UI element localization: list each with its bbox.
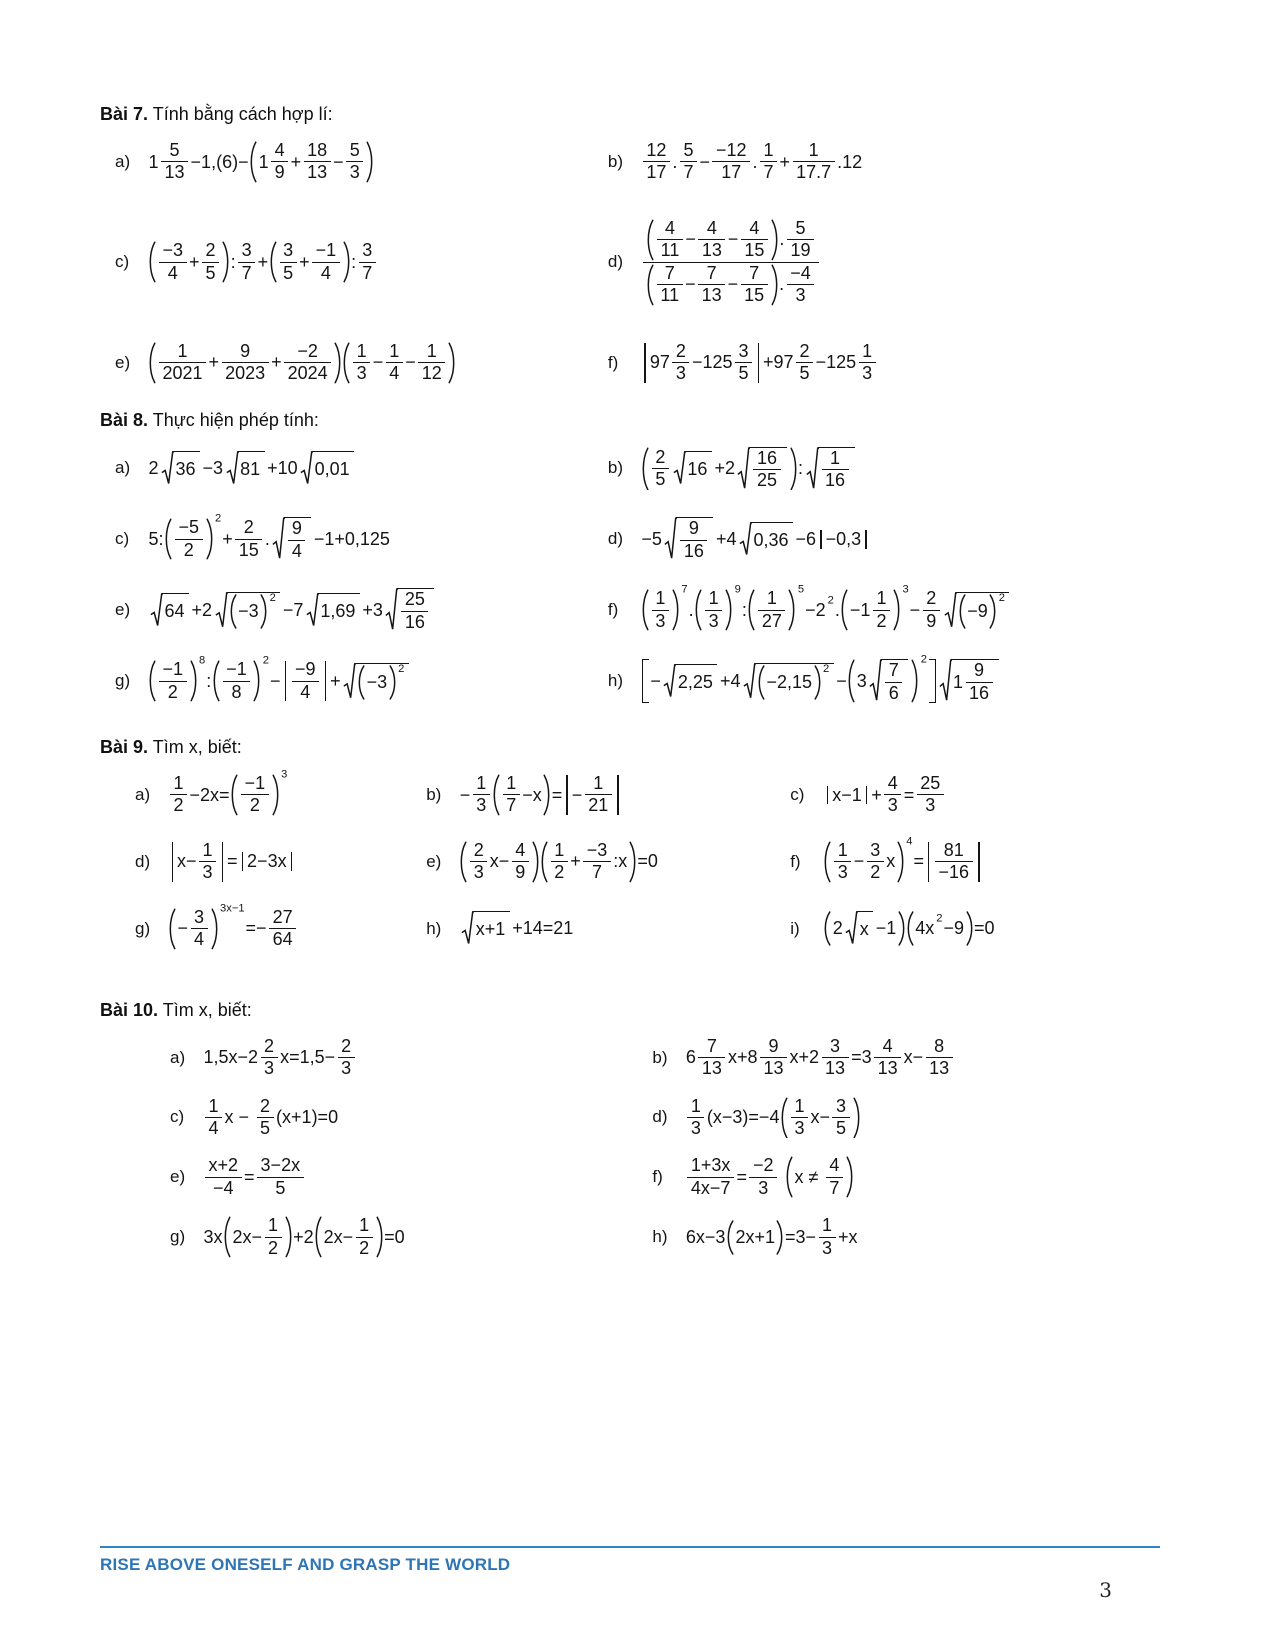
problem-section: [100, 737, 1175, 950]
item-label: a): [135, 784, 151, 804]
exercise-item: [135, 768, 426, 816]
item-label: a): [170, 1047, 186, 1067]
item-label: d): [607, 252, 624, 272]
problem-prompt: Tìm x, biết:: [158, 999, 252, 1020]
item-label: i): [790, 918, 800, 938]
exercise-item: [607, 653, 1175, 703]
item-label: a): [115, 151, 131, 171]
exercise-item: [608, 141, 1175, 183]
exercise-item: [115, 512, 608, 561]
problem-prompt: Tính bằng cách hợp lí:: [148, 104, 333, 124]
item-label: e): [115, 352, 131, 372]
item-label: c): [790, 784, 805, 804]
math-expression: 1 5 13 −1,(6)− 1 4 9 + 18 13 − 5 3: [148, 141, 374, 183]
page-number: 3: [1099, 1578, 1112, 1602]
problem-grid: [135, 768, 1175, 950]
exercise-item: [652, 1216, 1175, 1258]
problem-title: Bài 10.: [100, 999, 159, 1020]
exercise-item: [170, 1097, 652, 1139]
math-expression: 5: −5 2 2 + 2 15 . 9 4 −1+0,125: [148, 512, 390, 561]
math-expression: − 2,25 +4 −2,15 2 − 3 7 6 2 1 9 16: [641, 659, 1001, 703]
exercise-item: [607, 583, 1175, 631]
item-label: f): [790, 851, 801, 871]
math-expression: 6x−3 2x+1 =3− 1 3 +x: [685, 1215, 858, 1258]
footer-motto: RISE ABOVE ONESELF AND GRASP THE WORLD: [100, 1555, 511, 1574]
exercise-item: [790, 911, 1175, 946]
math-expression: 1,5x−2 2 3 x=1,5− 2 3: [203, 1037, 357, 1079]
math-expression: 2 3 x− 4 9 1 2 + −3 7 :x =0: [459, 841, 658, 883]
problem-title: Bài 7.: [100, 104, 149, 124]
math-expression: 6 7 13 x+8 9 13 x+2 3 13 =3 4 13 x− 8 13: [685, 1037, 954, 1079]
math-expression: x− 1 3 = 2−3x: [168, 841, 296, 883]
item-label: e): [426, 851, 442, 871]
page-footer: [100, 1546, 1160, 1575]
exercise-item: [652, 1156, 1175, 1198]
item-label: f): [607, 600, 619, 620]
math-expression: 12 17 . 5 7 − −12 17 . 1 7 + 1 17.7 .12: [641, 141, 863, 183]
math-expression: − 1 3 1 7 −x = − 1 21: [459, 774, 622, 816]
item-label: b): [607, 151, 624, 171]
item-label: b): [426, 784, 442, 804]
math-expression: x+2 −4 = 3−2x 5: [203, 1156, 306, 1198]
item-label: g): [115, 671, 131, 691]
exercise-item: [135, 841, 426, 883]
exercise-item: [170, 1156, 652, 1198]
problem-grid: [115, 447, 1175, 704]
item-label: g): [170, 1227, 186, 1247]
problem-heading: [100, 737, 1175, 758]
problem-section: [100, 410, 1175, 704]
item-label: c): [115, 529, 130, 549]
item-label: b): [607, 458, 624, 478]
exercise-item: [608, 342, 1175, 384]
exercise-item: [115, 654, 608, 702]
math-expression: x−1 + 4 3 = 25 3: [823, 774, 946, 816]
math-expression: 1+3x 4x−7 = −2 3 x ≠ 4 7: [685, 1156, 854, 1198]
exercise-item: [426, 774, 790, 816]
problem-grid: [115, 141, 1175, 384]
exercise-item: [608, 447, 1175, 491]
worksheet: [100, 104, 1175, 1258]
math-expression: 2 5 16 +2 16 25 : 1 16: [641, 447, 857, 491]
problem-section: [100, 1000, 1175, 1259]
exercise-item: [652, 1097, 1175, 1139]
math-expression: 1 3 7 . 1 3 9 : 1 27 5 −2 2 . −1 1 2 3 − 2 9 −9 2: [641, 589, 1012, 631]
math-expression: 4 11 − 4 13 − 4 15 . 5 19 7 11 − 7 13 − 7 15 . −4 3: [641, 219, 821, 306]
item-label: d): [652, 1107, 668, 1127]
item-label: e): [170, 1167, 186, 1187]
item-label: d): [607, 529, 624, 549]
item-label: a): [115, 458, 131, 478]
problem-prompt: Thực hiện phép tính:: [148, 409, 319, 430]
item-label: h): [652, 1227, 668, 1247]
item-label: g): [135, 918, 151, 938]
item-label: d): [135, 851, 151, 871]
math-expression: 97 2 3 −125 3 5 +97 2 5 −125 1 3: [641, 342, 878, 384]
math-expression: x+1 +14=21: [459, 911, 574, 946]
exercise-item: [170, 1216, 652, 1258]
exercise-item: [426, 841, 790, 883]
exercise-item: [426, 911, 790, 946]
math-expression: −1 2 8 : −1 8 2 − −9 4 + −3 2: [148, 660, 411, 702]
math-expression: 1 3 − 3 2 x 4 = 81 −16: [823, 841, 983, 883]
math-expression: − 3 4 3x−1 =− 27 64: [168, 908, 298, 950]
math-expression: 1 3 (x−3)=−4 1 3 x− 3 5: [685, 1097, 860, 1139]
item-label: c): [115, 252, 130, 272]
exercise-item: [652, 1037, 1175, 1079]
exercise-item: [170, 1037, 652, 1079]
exercise-item: [790, 774, 1175, 816]
footer-divider: [100, 1546, 1160, 1548]
problem-heading: [100, 1000, 1175, 1021]
item-label: b): [652, 1047, 668, 1067]
item-label: e): [115, 600, 131, 620]
math-expression: 1 4 x − 2 5 (x+1)=0: [203, 1097, 339, 1139]
math-expression: −5 9 16 +4 0,36 −6 −0,3: [641, 517, 870, 561]
problem-section: [100, 104, 1175, 384]
problem-title: Bài 9.: [100, 737, 149, 757]
exercise-item: [115, 588, 608, 632]
item-label: f): [607, 352, 619, 372]
problem-grid: [170, 1037, 1175, 1259]
problem-title: Bài 8.: [100, 409, 149, 430]
item-label: c): [170, 1107, 185, 1127]
exercise-item: [790, 835, 1175, 883]
item-label: h): [607, 671, 624, 691]
math-expression: 1 2021 + 9 2023 + −2 2024 1 3 − 1 4 − 1 12: [148, 342, 456, 384]
exercise-item: [608, 517, 1175, 561]
math-expression: 2 x −1 4x 2 −9 =0: [823, 911, 995, 946]
math-expression: −3 4 + 2 5 : 3 7 + 3 5 + −1 4 : 3 7: [148, 241, 378, 283]
exercise-item: [115, 451, 608, 486]
math-expression: 64 +2 −3 2 −7 1,69 +3 25 16: [148, 588, 436, 632]
exercise-item: [115, 141, 608, 183]
exercise-item: [115, 342, 608, 384]
math-expression: 3x 2x− 1 2 +2 2x− 1 2 =0: [203, 1215, 405, 1258]
exercise-item: [115, 241, 608, 283]
item-label: f): [652, 1167, 663, 1187]
exercise-item: [135, 902, 426, 950]
math-expression: 2 36 −3 81 +10 0,01: [148, 451, 356, 486]
exercise-item: [608, 219, 1175, 306]
problem-prompt: Tìm x, biết:: [148, 737, 242, 757]
item-label: h): [426, 918, 442, 938]
problem-heading: [100, 410, 1175, 431]
math-expression: 1 2 −2x= −1 2 3: [168, 774, 288, 816]
problem-heading: [100, 104, 1175, 125]
